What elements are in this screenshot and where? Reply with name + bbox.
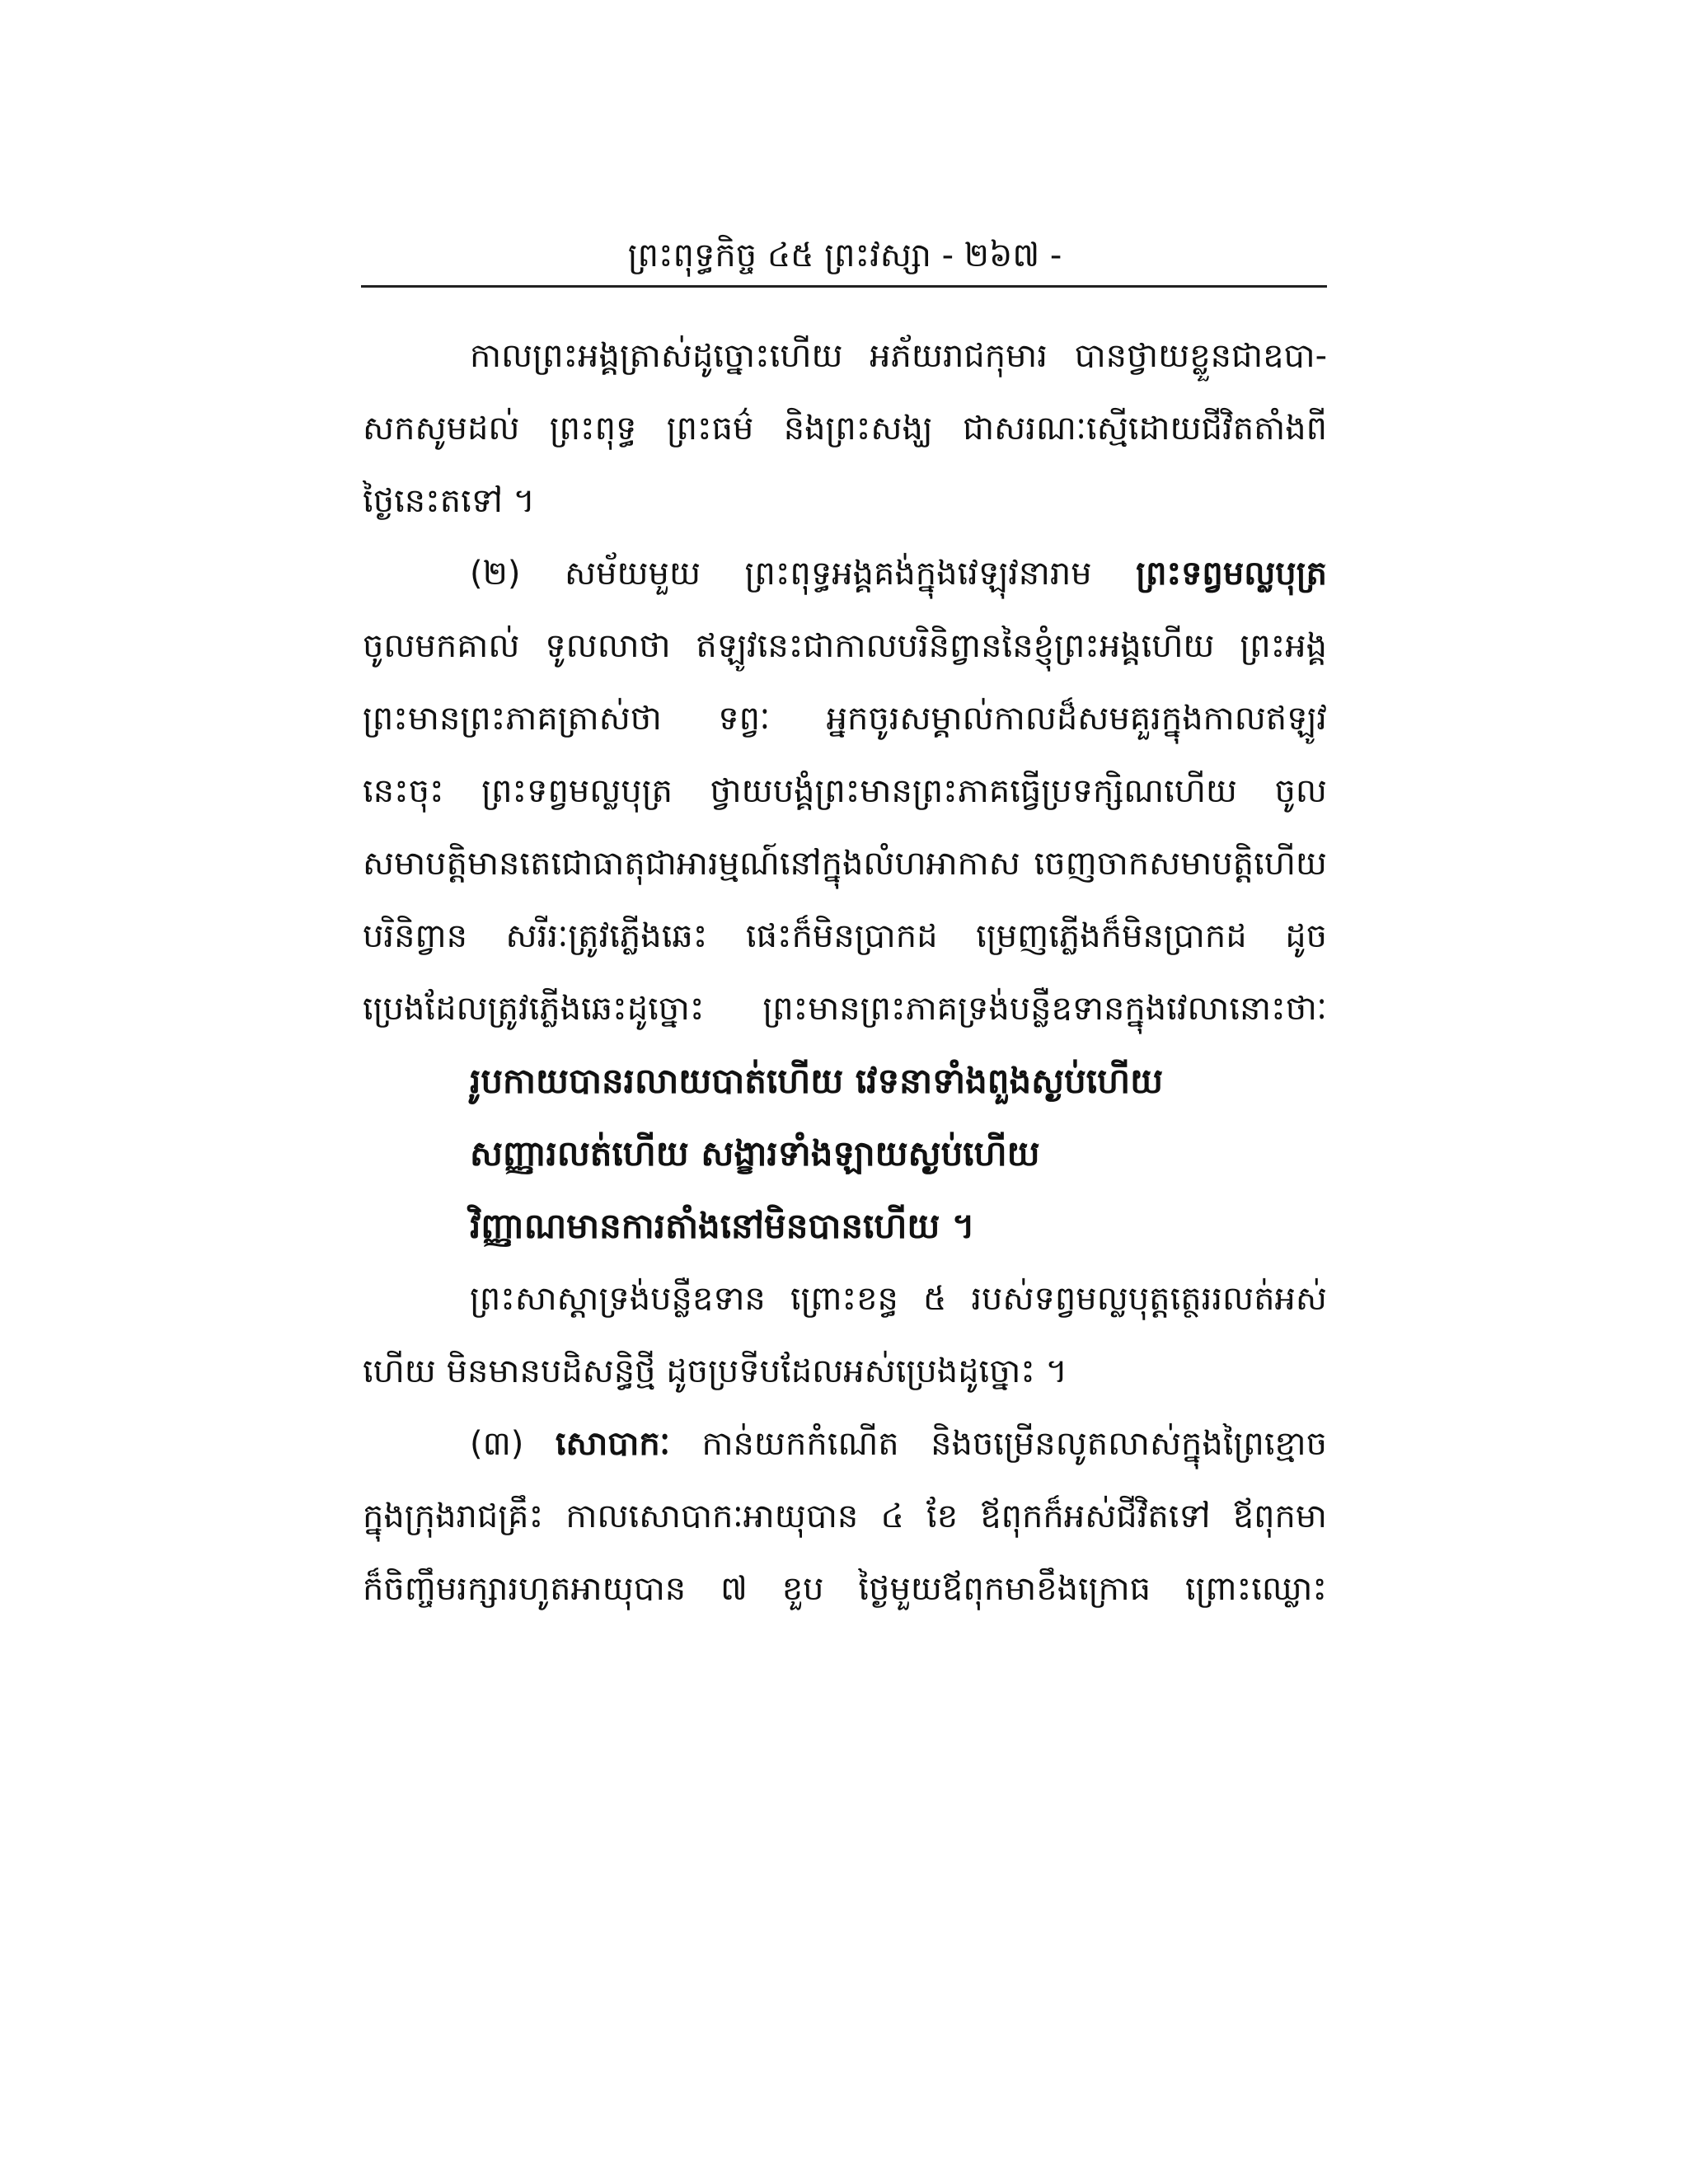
paragraph-line: ក៏ចិញ្ចឹមរក្សារហូតអាយុបាន ៧ ខួប ថ្ងៃមួយឪពុកមាខឹងក្រោធ ព្រោះឈ្លោះ — [363, 1570, 1327, 1608]
section-2-name: ព្រះទព្វមល្លបុត្រ — [1136, 555, 1327, 593]
paragraph-line: កាលព្រះអង្គត្រាស់ដូច្នោះហើយ អភ័យរាជកុមារ បានថ្វាយខ្លួនជាឧបា- — [470, 337, 1327, 375]
paragraph-line: ប្រេងដែលត្រូវភ្លើងឆេះដូច្នោះ ព្រះមានព្រះភាគទ្រង់បន្លឺឧទានក្នុងវេលានោះថាៈ — [363, 990, 1327, 1028]
paragraph-line: ចូលមកគាល់ ទូលលាថា ឥឡូវនេះជាកាលបរិនិព្វាននៃខ្ញុំព្រះអង្គហើយ ព្រះអង្គ — [363, 627, 1327, 665]
paragraph-line: បរិនិព្វាន សរីរៈត្រូវភ្លើងឆេះ ផេះក៏មិនប្រាកដ ម្រេញភ្លើងក៏មិនប្រាកដ ដូច — [363, 917, 1327, 955]
verse-line: សញ្ញារលត់ហើយ សង្ខារទាំងឡាយស្ងប់ហើយ — [470, 1133, 1040, 1174]
section-2-intro: (២) សម័យមួយ ព្រះពុទ្ធអង្គគង់ក្នុងវេឡុវនារាម — [470, 555, 1092, 593]
paragraph-line: ព្រះសាស្តាទ្រង់បន្លឺឧទាន ព្រោះខន្ធ ៥ របស់ទព្វមល្លបុត្តត្ថេររលត់អស់ — [470, 1280, 1327, 1318]
section-3-heading-line — [363, 1408, 1327, 1480]
section-3-intro: កាន់យកកំណើត និងចម្រើនលូតលាស់ក្នុងព្រៃខ្មោច — [701, 1425, 1327, 1463]
paragraph-line: សកសូមដល់ ព្រះពុទ្ធ ព្រះធម៌ និងព្រះសង្ឃ ជាសរណៈស្មើដោយជីវិតតាំងពី — [363, 410, 1327, 448]
paragraph-line: ហើយ មិនមានបដិសន្ធិថ្មី ដូចប្រទីបដែលអស់ប្រេងដូច្នោះ ។ — [363, 1352, 1067, 1390]
paragraph-line: ថ្ងៃនេះតទៅ ។ — [363, 482, 536, 520]
section-3-title: សោបាកៈ — [555, 1425, 670, 1463]
paragraph-line: នេះចុះ ព្រះទព្វមល្លបុត្រ ថ្វាយបង្គំព្រះមានព្រះភាគធ្វើប្រទក្សិណហើយ ចូល — [363, 772, 1327, 810]
section-3-number: (៣) — [470, 1425, 524, 1463]
paragraph-line: ក្នុងក្រុងរាជគ្រឹះ កាលសោបាកៈអាយុបាន ៤ ខែ ឪពុកក៏អស់ជីវិតទៅ ឪពុកមា — [363, 1497, 1327, 1535]
body-text — [363, 320, 1327, 1625]
section-2-heading-line — [363, 537, 1327, 610]
verse-line: រូបកាយបានរលាយបាត់ហើយ វេទនាទាំងពួងស្ងប់ហើយ — [470, 1061, 1164, 1101]
paragraph-line: សមាបត្តិមានតេជោធាតុជាអារម្មណ៍នៅក្នុងលំហអាកាស ចេញចាកសមាបត្តិហើយ — [363, 845, 1327, 883]
running-header: ព្រះពុទ្ធកិច្ច ៤៥ ព្រះវស្សា - ២៦៧ - — [627, 237, 1062, 274]
paragraph-line: ព្រះមានព្រះភាគត្រាស់ថា ទព្វៈ អ្នកចូរសម្គាល់កាលដ៏សមគួរក្នុងកាលឥឡូវ — [363, 700, 1327, 738]
verse-line: វិញ្ញាណមានការតាំងនៅមិនបានហើយ ។ — [470, 1206, 975, 1246]
header-divider — [361, 285, 1327, 288]
